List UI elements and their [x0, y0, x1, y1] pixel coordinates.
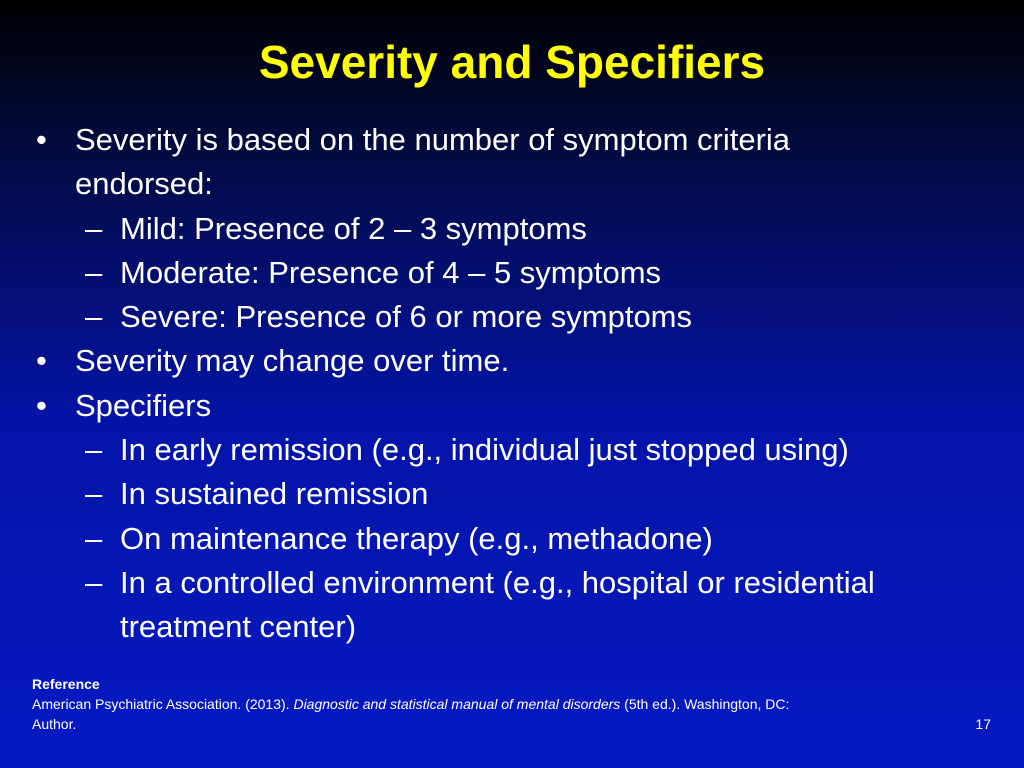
bullet-text: endorsed:	[75, 166, 213, 202]
slide-title: Severity and Specifiers	[258, 36, 766, 88]
bullet-text: Severity may change over time.	[75, 343, 510, 379]
dash-icon: –	[85, 210, 103, 246]
bullet-item-severity-change	[30, 339, 990, 383]
bullet-item-continuation	[30, 162, 990, 206]
sub-bullet-severe	[30, 295, 990, 339]
sub-bullet-continuation	[30, 605, 990, 649]
sub-bullet-text: In sustained remission	[120, 476, 429, 512]
bullet-text: Severity is based on the number of symptom criteria	[75, 122, 791, 157]
sub-bullet-text: Mild: Presence of 2 – 3 symptoms	[120, 210, 587, 246]
bullet-dot-icon: •	[36, 343, 47, 379]
sub-bullet-early-remission	[30, 428, 990, 472]
page-number: 17	[975, 716, 991, 732]
sub-bullet-mild	[30, 207, 990, 251]
dash-icon: –	[85, 299, 103, 335]
sub-bullet-text: Severe: Presence of 6 or more symptoms	[120, 299, 693, 335]
reference-citation-line	[32, 694, 932, 714]
reference-block	[32, 674, 932, 734]
sub-bullet-sustained-remission	[30, 472, 990, 516]
sub-bullet-moderate	[30, 251, 990, 295]
sub-bullet-text: Moderate: Presence of 4 – 5 symptoms	[120, 254, 662, 290]
bullet-text: Specifiers	[75, 387, 212, 423]
sub-bullet-text: treatment center)	[120, 609, 357, 645]
dash-icon: –	[85, 476, 103, 512]
dash-icon: –	[85, 520, 103, 556]
dash-icon: –	[85, 254, 103, 290]
reference-heading: Reference	[32, 676, 100, 692]
citation-authors: American Psychiatric Association. (2013).	[32, 696, 294, 712]
sub-bullet-text: In early remission (e.g., individual just stopped using)	[120, 432, 849, 468]
dash-icon: –	[85, 564, 103, 600]
bullet-dot-icon: •	[36, 387, 47, 423]
sub-bullet-maintenance-therapy	[30, 517, 990, 561]
bullet-item-severity-basis	[30, 118, 990, 162]
reference-citation-line-2: Author.	[32, 716, 77, 732]
citation-publisher: (5th ed.). Washington, DC:	[620, 696, 790, 712]
bullet-item-specifiers	[30, 384, 990, 428]
sub-bullet-controlled-environment	[30, 561, 990, 605]
sub-bullet-text: In a controlled environment (e.g., hospital or residential	[120, 564, 875, 600]
sub-bullet-text: On maintenance therapy (e.g., methadone)	[120, 520, 713, 556]
dash-icon: –	[85, 432, 103, 468]
bullet-dot-icon: •	[36, 122, 47, 157]
citation-title: Diagnostic and statistical manual of mental disorders	[293, 696, 621, 712]
bullet-list	[30, 118, 990, 650]
